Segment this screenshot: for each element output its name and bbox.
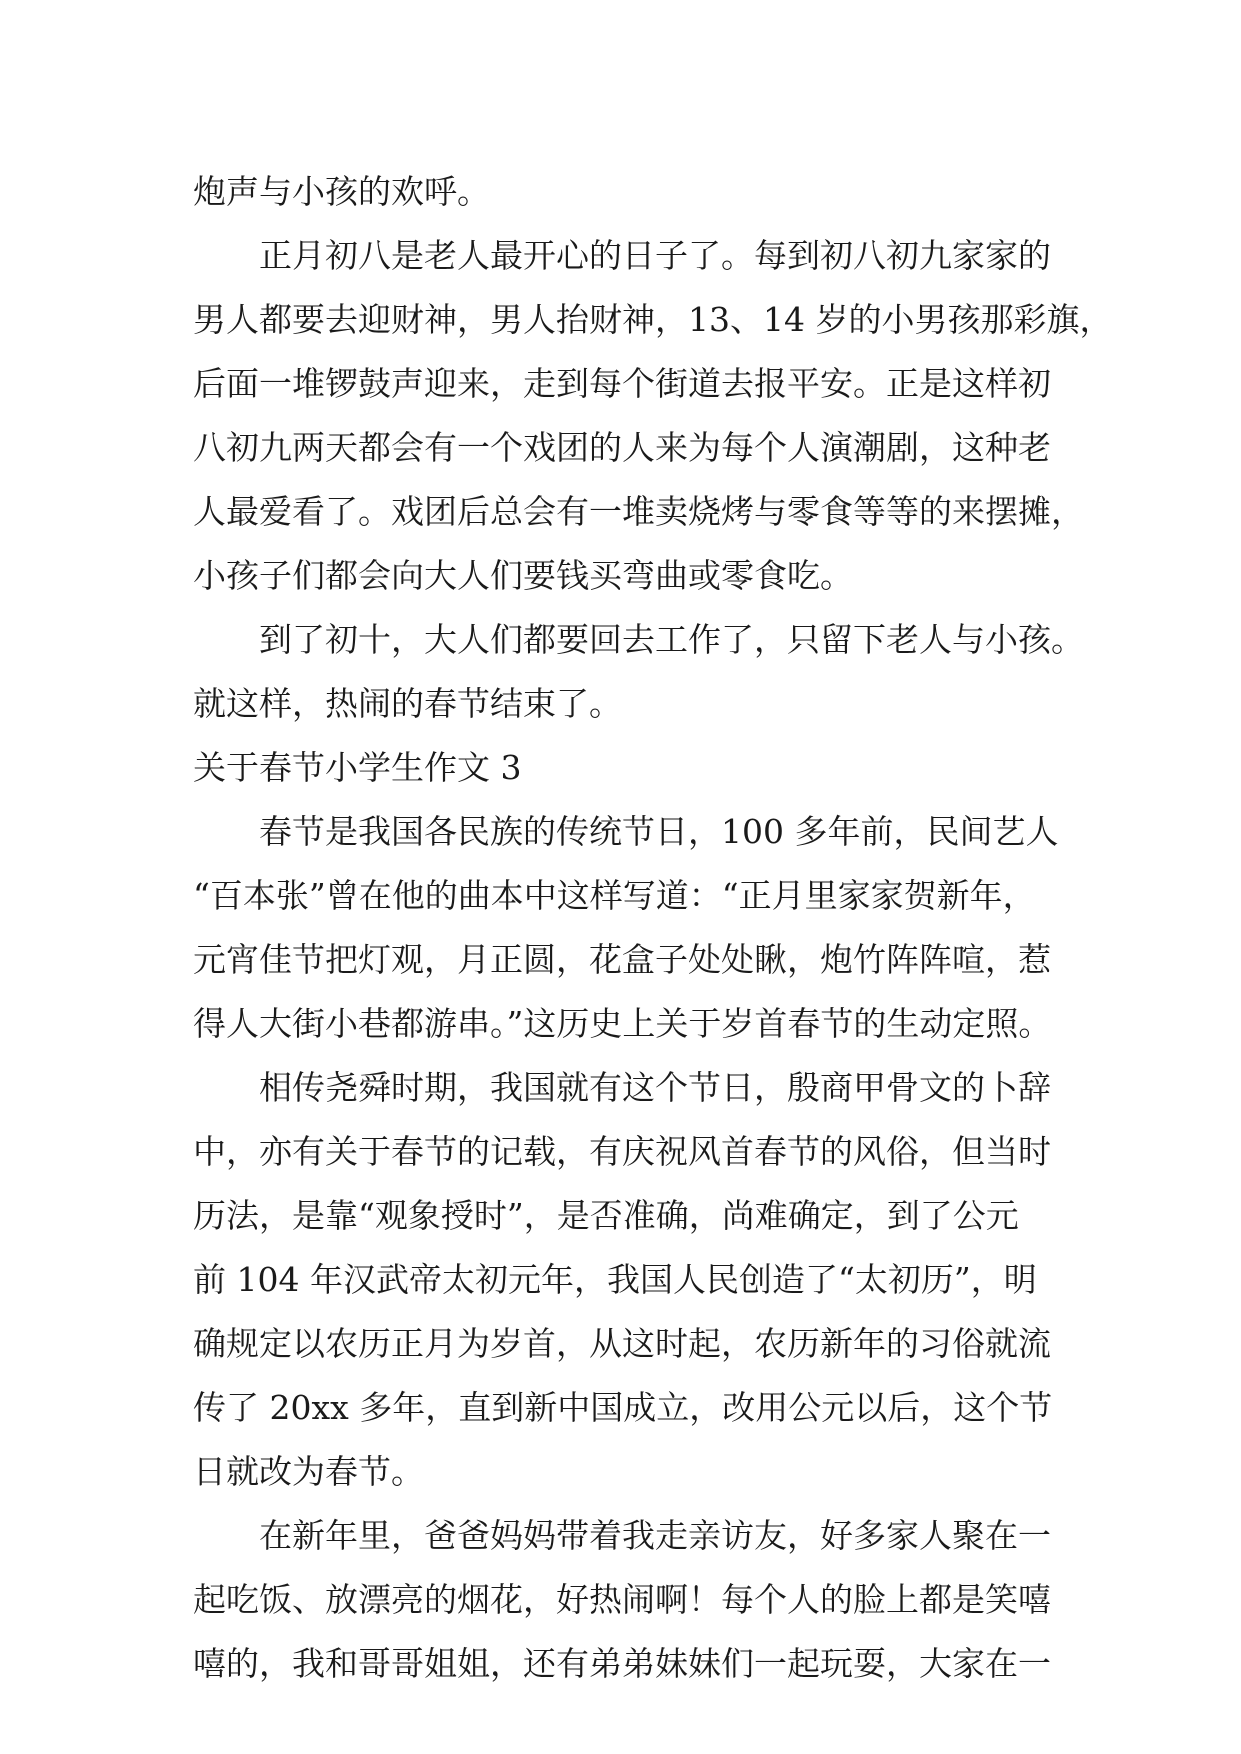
text-line: 历法，是靠“观象授时”，是否准确，尚难确定，到了公元 [193, 1196, 1019, 1235]
text-line: 前 104 年汉武帝太初元年，我国人民创造了“太初历”，明 [193, 1260, 1037, 1299]
text-line: 就这样，热闹的春节结束了。 [193, 684, 622, 723]
text-line: 后面一堆锣鼓声迎来，走到每个街道去报平安。正是这样初 [193, 364, 1051, 403]
text-line: 炮声与小孩的欢呼。 [193, 172, 490, 211]
paragraph-start-line: 春节是我国各民族的传统节日，100 多年前，民间艺人 [259, 812, 1059, 851]
text-line: 八初九两天都会有一个戏团的人来为每个人演潮剧，这种老 [193, 428, 1051, 467]
paragraph-start-line: 正月初八是老人最开心的日子了。每到初八初九家家的 [259, 236, 1051, 275]
text-line: 元宵佳节把灯观，月正圆，花盒子处处瞅，炮竹阵阵喧，惹 [193, 940, 1051, 979]
section-heading: 关于春节小学生作文 3 [193, 748, 522, 787]
text-line: 确规定以农历正月为岁首，从这时起，农历新年的习俗就流 [193, 1324, 1051, 1363]
text-line: 人最爱看了。戏团后总会有一堆卖烧烤与零食等等的来摆摊， [193, 492, 1084, 531]
text-line: 传了 20xx 多年，直到新中国成立，改用公元以后，这个节 [193, 1388, 1053, 1427]
text-line: 男人都要去迎财神，男人抬财神，13、14 岁的小男孩那彩旗， [193, 300, 1113, 339]
text-line: 日就改为春节。 [193, 1452, 424, 1491]
text-line: 嘻的，我和哥哥姐姐，还有弟弟妹妹们一起玩耍，大家在一 [193, 1644, 1051, 1683]
text-line: 起吃饭、放漂亮的烟花，好热闹啊！每个人的脸上都是笑嘻 [193, 1580, 1051, 1619]
text-line: 中，亦有关于春节的记载，有庆祝风首春节的风俗，但当时 [193, 1132, 1051, 1171]
paragraph-start-line: 相传尧舜时期，我国就有这个节日，殷商甲骨文的卜辞 [259, 1068, 1051, 1107]
paragraph-start-line: 在新年里，爸爸妈妈带着我走亲访友，好多家人聚在一 [259, 1516, 1051, 1555]
text-line: “百本张”曾在他的曲本中这样写道：“正月里家家贺新年， [193, 876, 1036, 915]
text-line: 小孩子们都会向大人们要钱买弯曲或零食吃。 [193, 556, 853, 595]
essay-body [193, 160, 1113, 1696]
paragraph-start-line: 到了初十，大人们都要回去工作了，只留下老人与小孩。 [259, 620, 1084, 659]
text-line: 得人大街小巷都游串。”这历史上关于岁首春节的生动定照。 [193, 1004, 1052, 1043]
